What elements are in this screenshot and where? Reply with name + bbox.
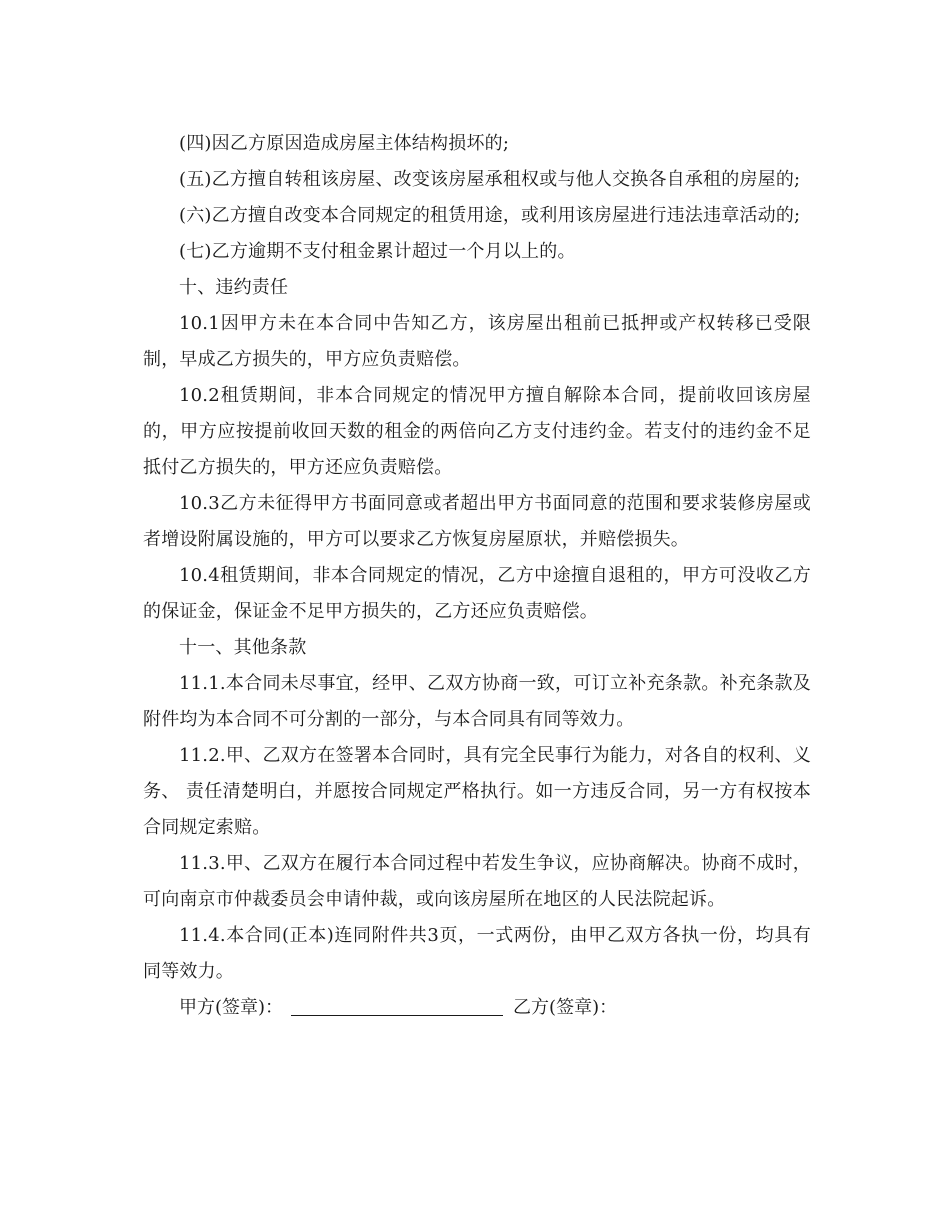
clause-4: (四)因乙方原因造成房屋主体结构损坏的; bbox=[179, 133, 510, 154]
clause-11-2: 11.2.甲、乙双方在签署本合同时，具有完全民事行为能力，对各自的权利、义务、 责任清楚明白，并愿按合同规定严格执行。如一方违反合同，另一方有权按本合同规定索赔。 bbox=[143, 745, 811, 838]
clause-10-4: 10.4租赁期间，非本合同规定的情况，乙方中途擅自退租的，甲方可没收乙方的保证金，保证金不足甲方损失的，乙方还应负责赔偿。 bbox=[143, 565, 811, 622]
party-a-signature-label: 甲方(签章)： bbox=[179, 997, 284, 1018]
party-a-signature-blank bbox=[291, 995, 503, 1016]
section-heading-breach-liability: 十、违约责任 bbox=[179, 277, 289, 298]
clause-11-4: 11.4.本合同(正本)连同附件共3页，一式两份，由甲乙双方各执一份，均具有同等效力。 bbox=[143, 925, 811, 982]
clause-6: (六)乙方擅自改变本合同规定的租赁用途，或利用该房屋进行违法违章活动的; bbox=[179, 205, 801, 226]
clause-7: (七)乙方逾期不支付租金累计超过一个月以上的。 bbox=[179, 241, 576, 262]
clause-11-1: 11.1.本合同未尽事宜，经甲、乙双方协商一致，可订立补充条款。补充条款及附件均为本合同不可分割的一部分，与本合同具有同等效力。 bbox=[143, 673, 811, 730]
clause-10-3: 10.3乙方未征得甲方书面同意或者超出甲方书面同意的范围和要求装修房屋或者增设附属设施的，甲方可以要求乙方恢复房屋原状，并赔偿损失。 bbox=[143, 493, 811, 550]
clause-11-3: 11.3.甲、乙双方在履行本合同过程中若发生争议，应协商解决。协商不成时，可向南京市仲裁委员会申请仲裁，或向该房屋所在地区的人民法院起诉。 bbox=[143, 853, 811, 910]
party-b-signature-label: 乙方(签章)： bbox=[513, 997, 618, 1018]
signature-row bbox=[143, 990, 811, 1026]
clause-5: (五)乙方擅自转租该房屋、改变该房屋承租权或与他人交换各自承租的房屋的; bbox=[179, 169, 801, 190]
clause-10-2: 10.2租赁期间，非本合同规定的情况甲方擅自解除本合同，提前收回该房屋的，甲方应按提前收回天数的租金的两倍向乙方支付违约金。若支付的违约金不足抵付乙方损失的，甲方还应负责赔偿。 bbox=[143, 385, 811, 478]
section-heading-other-terms: 十一、其他条款 bbox=[179, 637, 307, 658]
document-body bbox=[143, 126, 811, 1026]
clause-10-1: 10.1因甲方未在本合同中告知乙方，该房屋出租前已抵押或产权转移已受限制，早成乙方损失的，甲方应负责赔偿。 bbox=[143, 313, 811, 370]
